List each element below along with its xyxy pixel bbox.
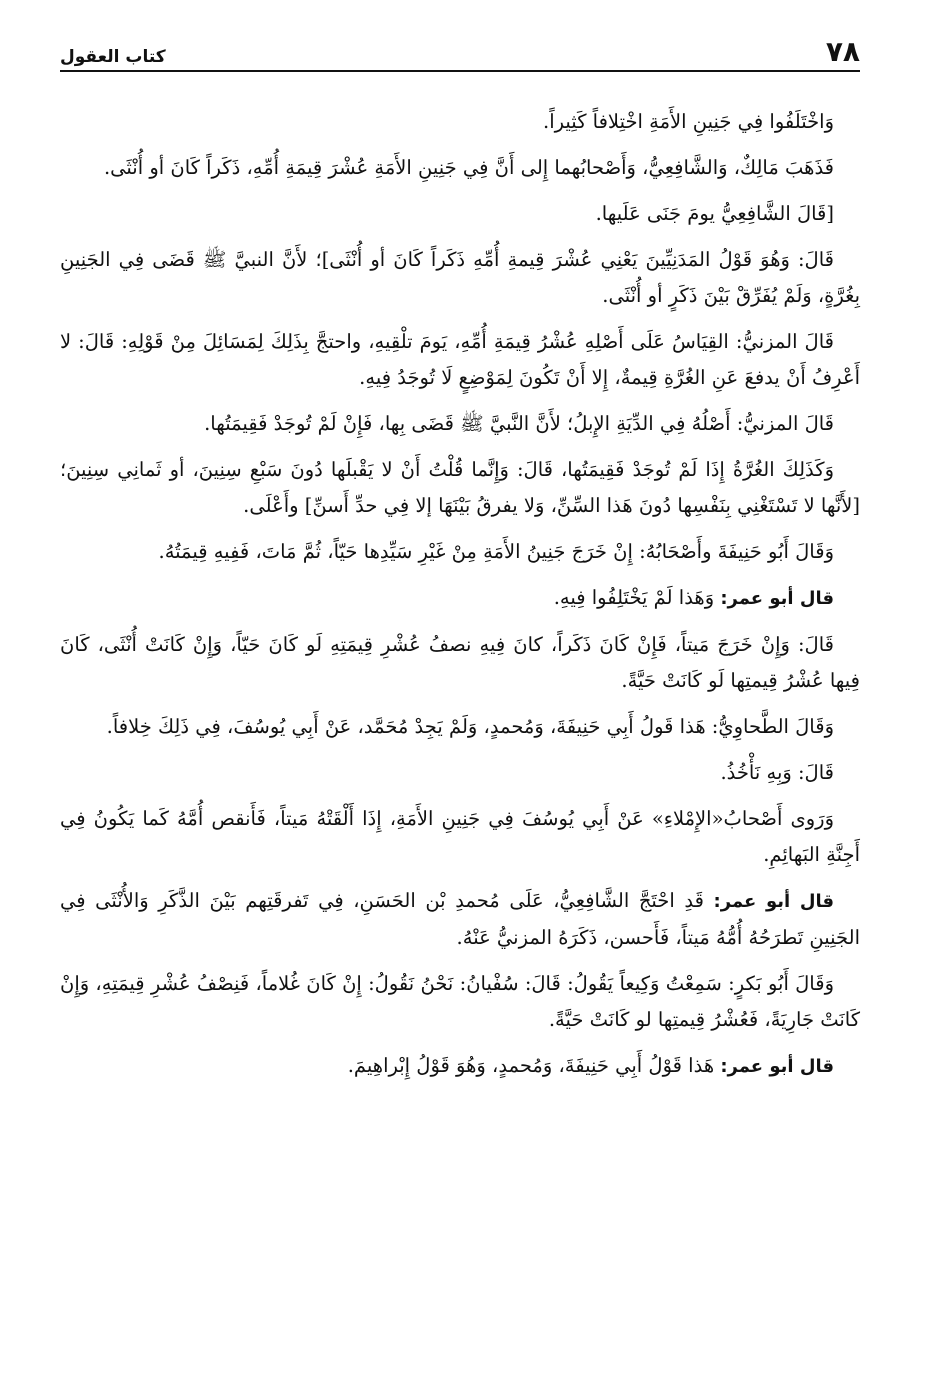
paragraph	[60, 534, 860, 570]
paragraph	[60, 1048, 860, 1085]
paragraph-text: قَالَ: وَبِهِ نَأْخُذُ.	[720, 761, 834, 784]
page-number: ٧٨	[825, 35, 860, 68]
paragraph	[60, 709, 860, 745]
paragraph-text: وَقَالَ الطَّحاوِيُّ: هَذا قَولُ أَبِي حَنِيفَةَ، وَمُحمدٍ، وَلَمْ يَجِدْ مُحَمَّد، عَنْ أَبِي يُوسُفَ، فِي ذَلِكَ خِلافاً.	[106, 715, 834, 738]
speaker-label: قال أبو عمر:	[720, 588, 834, 609]
speaker-label: قال أبو عمر:	[713, 891, 835, 912]
paragraph	[60, 966, 860, 1038]
paragraph-text: هَذا قَوْلُ أَبِي حَنِيفَةَ، وَمُحمدٍ، وَهُوَ قَوْلُ إِبْراهِيمَ.	[347, 1054, 715, 1077]
paragraph-text: قَالَ: وَإِنْ خَرَجَ مَيتاً، فَإِنْ كَانَ ذَكَراً، كانَ فِيهِ نصفُ عُشْرِ قِيمَتِهِ لَو كَانَ حَيّاً، وَإِنْ كَانَتْ أُنْثَى، كَانَ فِيها عُشْرُ قِيمتِها لَو كَانَتْ حَيَّةً.	[60, 633, 860, 692]
paragraph-text: قَالَ المزنيُّ: القِيَاسُ عَلَى أَصْلِهِ عُشْرُ قِيمَةِ أُمِّهِ، يَومَ تلْقِيهِ، واحتجَّ بِذَلِكَ لِمَسَائِلَ مِنْ قَوْلِهِ: قَالَ: لا أَعْرِفُ أَنْ يدفعَ عَنِ الغُرَّةِ قِيمةٌ، إِلا أَنْ تَكُونَ لِمَوْضِعٍ لَا تُوجَدُ فِيهِ.	[60, 330, 860, 389]
paragraph-text: قَالَ: وَهُوَ قَوْلُ المَدَنِيِّينَ يَعْنِي عُشْرَ قِيمةِ أُمِّهِ ذَكَراً كَانَ أو أُنْثَى]؛ لأَنَّ النبيَّ ﷺ قَضَى فِي الجَنِينِ بِغُرَّةٍ، وَلَمْ يُفَرِّقْ بَيْنَ ذَكَرٍ أو أُنْثَى.	[60, 248, 860, 307]
book-title: كتاب العقول	[60, 47, 166, 67]
paragraph-text: قَالَ المزنيُّ: أَصْلُهُ فِي الدِّيَةِ الإِبلُ؛ لأَنَّ النَّبيَّ ﷺ قَضَى بِها، فَإِنْ لَمْ تُوجَدْ فَقِيمَتُها.	[204, 412, 834, 435]
body-text	[60, 104, 860, 1085]
page	[60, 30, 860, 1360]
paragraph	[60, 324, 860, 396]
paragraph	[60, 196, 860, 232]
paragraph-text: وَاخْتَلَفُوا فِي جَنِينِ الأَمَةِ اخْتِلافاً كَثِيراً.	[543, 110, 834, 133]
paragraph	[60, 755, 860, 791]
paragraph-text: وَقَالَ أَبُو بَكرٍ: سَمِعْتُ وَكِيعاً يَقُولُ: قَالَ: سُفْيانُ: نَحْنُ نَقُولُ: إِنْ كَانَ غُلاماً، فَنِصْفُ عُشْرِ قِيمَتِهِ، وَإِنْ كَانَتْ جَارِيَةً، فَعُشْرُ قِيمتِها لو كَانَتْ حَيَّةً.	[60, 972, 860, 1031]
running-head	[60, 30, 860, 72]
paragraph-text: وَقَالَ أَبُو حَنِيفَةَ وأَصْحَابُهُ: إِنْ خَرَجَ جَنِينُ الأَمَةِ مِنْ غَيْرِ سَيِّدِها حَيّاً، ثُمَّ مَاتَ، فَفِيهِ قِيمَتُهُ.	[158, 540, 834, 563]
paragraph-text: [قَالَ الشَّافِعِيُّ يومَ جَنَى عَلَيها.	[595, 202, 834, 225]
paragraph	[60, 104, 860, 140]
paragraph	[60, 580, 860, 617]
paragraph	[60, 150, 860, 186]
paragraph	[60, 883, 860, 956]
paragraph-text: وَرَوى أَصْحابُ«الإِمْلاءِ» عَنْ أَبِي يُوسُفَ فِي جَنِينِ الأَمَةِ، إِذَا أَلْقَتْهُ مَيتاً، فَأَنقص أُمَّهُ كَما يَكُونُ فِي أَجِنَّةِ البَهائِمِ.	[60, 807, 860, 866]
paragraph	[60, 406, 860, 442]
paragraph-text: فَذَهَبَ مَالِكٌ، وَالشَّافِعِيُّ، وَأَصْحابُهما إِلى أَنَّ فِي جَنِينِ الأَمَةِ عُشْرَ قِيمَةِ أُمِّهِ، ذَكَراً كَانَ أو أُنْثَى.	[103, 156, 834, 179]
paragraph	[60, 242, 860, 314]
speaker-label: قال أبو عمر:	[720, 1056, 834, 1077]
paragraph-text: قَدِ احْتَجَّ الشَّافِعِيُّ، عَلَى مُحمدِ بْن الحَسَنِ، فِي تَفرقَتِهم بَيْنَ الذَّكَرِ وَالأُنْثَى فِي الجَنِينِ تَطرَحُهُ أُمُّهُ مَيتاً، فَأَحسن، ذَكَرَهُ المزنيُّ عَنْهُ.	[60, 889, 860, 949]
paragraph-text: وَهَذا لَمْ يَخْتَلِفُوا فِيهِ.	[553, 586, 715, 609]
paragraph	[60, 452, 860, 524]
paragraph	[60, 627, 860, 699]
paragraph	[60, 801, 860, 873]
paragraph-text: وَكَذَلِكَ الغُرَّةُ إِذَا لَمْ تُوجَدْ فَقِيمَتُها، قَالَ: وَإِنَّما قُلْتُ أَنْ لا يَقْبلَها دُونَ سَبْعِ سِنِينَ، أو ثَمانِي سِنِينَ؛[لأَنَّها لا تَسْتَغْنِي بِنَفْسِها دُونَ هَذا السِّنِّ، وَلا يفرقُ بَيْنَهَا إلا فِي حدِّ أَسنِّ] وأَعْلَى.	[60, 458, 860, 517]
